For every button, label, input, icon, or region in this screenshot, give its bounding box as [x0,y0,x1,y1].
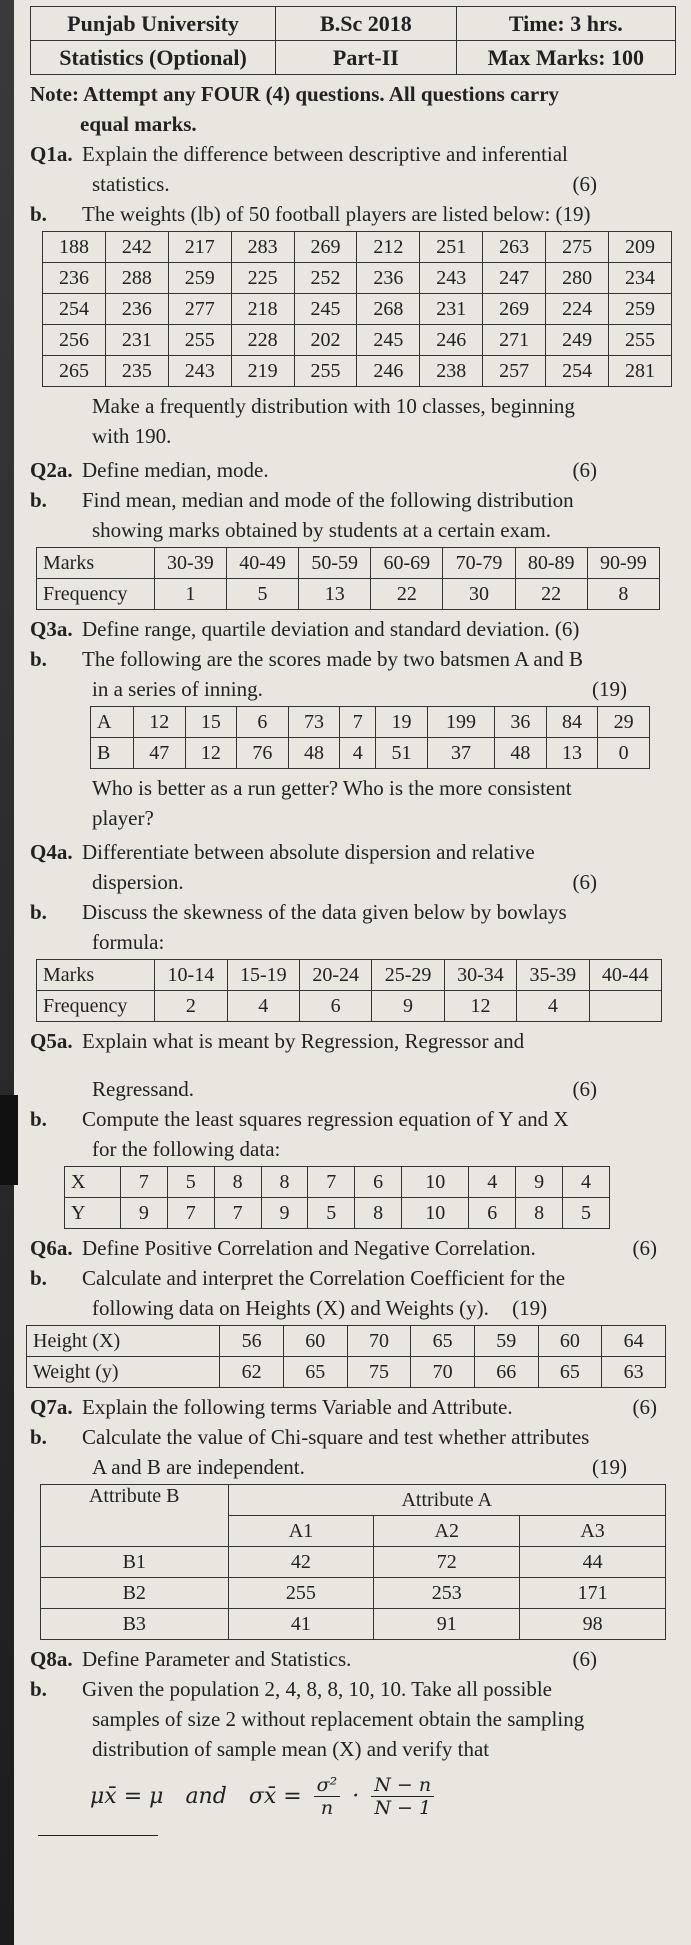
q5-row1-cell: 9 [516,1167,563,1198]
q1b-text-3: with 190. [92,424,172,448]
sampling-formula [90,1774,681,1819]
subject-name: Statistics (Optional) [31,41,276,75]
q4-row2-cell [589,991,661,1022]
q3-row1-cell: 12 [133,707,185,738]
weight-cell: 231 [105,325,168,356]
weight-cell: 277 [168,294,231,325]
q1b-weights-table [42,231,672,387]
table-row [43,356,672,387]
q5-row1-cell: 10 [402,1167,469,1198]
q5-row2-cell: 5 [308,1198,355,1229]
q5-row2-cell: 9 [261,1198,308,1229]
q5-row2-cell: 7 [214,1198,261,1229]
q5b [30,1104,681,1134]
weight-cell: 259 [609,294,672,325]
weight-cell: 231 [420,294,483,325]
q6-row1-cell: 59 [474,1326,538,1357]
q5a-label: Q5a. [30,1029,73,1053]
table-row [41,1547,666,1578]
q3-row1-cell: 6 [237,707,289,738]
q3-row1-cell: 36 [495,707,547,738]
q4a-label: Q4a. [30,840,73,864]
weight-cell: 234 [609,263,672,294]
q3-row2-cell: 12 [185,738,237,769]
q8b-text-2: samples of size 2 without replacement obtain the sampling [92,1707,585,1731]
q7b-cont [30,1452,681,1482]
weight-cell: 235 [105,356,168,387]
weight-cell: 252 [294,263,357,294]
q2-row2-cell: 5 [226,579,298,610]
weight-cell: 243 [168,356,231,387]
weight-cell: 269 [483,294,546,325]
q5-row1-cell: 8 [261,1167,308,1198]
weight-cell: 257 [483,356,546,387]
q2b-label: b. [30,488,47,512]
bottom-rule [38,1835,158,1836]
q4b-label: b. [30,900,47,924]
weight-cell: 268 [357,294,420,325]
q1b-text-2: Make a frequently distribution with 10 classes, beginning [92,394,575,418]
attribute-b-label: B3 [41,1609,229,1640]
weight-cell: 243 [420,263,483,294]
q3a [30,614,681,644]
q5-row2-cell: 10 [402,1198,469,1229]
q6b-height-weight-table [26,1325,666,1388]
q4-row1-cell: 20-24 [299,960,371,991]
q3b-text-2: in a series of inning. [92,677,263,701]
q1a-cont [30,169,681,199]
table-row [43,263,672,294]
q5-row2-cell: 8 [355,1198,402,1229]
table-row [43,294,672,325]
fraction-1-numerator: σ² [314,1774,341,1797]
attribute-b-label: B1 [41,1547,229,1578]
q6a [30,1233,681,1263]
frequency-cell: 41 [228,1609,374,1640]
q2b-text: Find mean, median and mode of the following distribution [82,488,574,512]
q3-row1-cell: 7 [340,707,376,738]
frequency-cell: 72 [374,1547,520,1578]
weight-cell: 238 [420,356,483,387]
weight-cell: 256 [43,325,106,356]
university-name: Punjab University [31,7,276,41]
frequency-cell: 42 [228,1547,374,1578]
q4b [30,897,681,927]
q2-row1-head: Marks [37,548,155,579]
fraction-2-denominator: N − 1 [374,1797,432,1819]
q7b-marks: (19) [592,1455,627,1479]
q2a-text: Define median, mode. [82,458,269,482]
q3b-text-4: player? [92,806,154,830]
q6-row2-head: Weight (y) [27,1357,220,1388]
q4a-text-2: dispersion. [92,870,184,894]
q2b-text-2: showing marks obtained by students at a certain exam. [92,518,551,542]
q5-row2-cell: 5 [563,1198,610,1229]
q7b [30,1422,681,1452]
q4-row2-cell: 2 [155,991,227,1022]
q6-row1-cell: 56 [220,1326,284,1357]
q1a-label: Q1a. [30,142,73,166]
q4-row1-cell: 35-39 [517,960,589,991]
weight-cell: 283 [231,232,294,263]
q6-row1-cell: 64 [602,1326,666,1357]
q2-row2-cell: 22 [515,579,587,610]
weight-cell: 269 [294,232,357,263]
q2-row2-cell: 30 [443,579,515,610]
paper-part: Part-II [276,41,457,75]
q8a-label: Q8a. [30,1647,73,1671]
q3-row2-cell: 0 [598,738,650,769]
q6-row1-cell: 60 [538,1326,602,1357]
frequency-cell: 44 [520,1547,666,1578]
q3-row1-cell: 199 [427,707,494,738]
q6-row1-head: Height (X) [27,1326,220,1357]
q2-row2-cell: 22 [371,579,443,610]
frequency-cell: 255 [228,1578,374,1609]
frequency-cell: 98 [520,1609,666,1640]
weight-cell: 254 [546,356,609,387]
q5-row2-cell: 7 [167,1198,214,1229]
q4b-text-2: formula: [92,930,165,954]
note-line-1: Note: Attempt any FOUR (4) questions. All questions carry [30,82,560,106]
q5b-label: b. [30,1107,47,1131]
q8b-text: Given the population 2, 4, 8, 8, 10, 10. Take all possible [82,1677,552,1701]
weight-cell: 236 [105,294,168,325]
weight-cell: 236 [43,263,106,294]
q3b [30,644,681,674]
weight-cell: 245 [357,325,420,356]
q4-row1-cell: 25-29 [372,960,444,991]
q3-row1-cell: 19 [376,707,428,738]
formula-dot: · [352,1784,360,1809]
q6a-marks: (6) [632,1236,657,1260]
q3-row1-cell: 84 [546,707,598,738]
q2-row2-cell: 8 [587,579,659,610]
q3b-marks: (19) [592,677,627,701]
weight-cell: 246 [357,356,420,387]
q2-row1-cell: 50-59 [299,548,371,579]
q6b-cont [30,1293,681,1323]
q3b-cont [30,674,681,704]
q5b-text-2: for the following data: [92,1137,281,1161]
q3-row2-cell: 4 [340,738,376,769]
q3-row2-cell: 48 [288,738,340,769]
fraction-finite-correction [371,1774,434,1819]
weight-cell: 255 [168,325,231,356]
q7a-marks: (6) [632,1395,657,1419]
q3a-text: Define range, quartile deviation and standard deviation. (6) [82,617,580,641]
q8b [30,1674,681,1704]
weight-cell: 249 [546,325,609,356]
weight-cell: 255 [609,325,672,356]
q6b-text-2: following data on Heights (X) and Weights (y). [92,1296,489,1320]
q3-row2-cell: 47 [133,738,185,769]
q1a [30,139,681,169]
formula-and: and [185,1784,227,1809]
weight-cell: 217 [168,232,231,263]
q5a-text: Explain what is meant by Regression, Regressor and [82,1029,525,1053]
q1b [30,199,681,229]
q3b-text-3: Who is better as a run getter? Who is the more consistent [92,776,572,800]
header-table [30,6,676,75]
q5a-text-2: Regressand. [92,1077,195,1101]
q4-row2-cell: 4 [227,991,299,1022]
q7b-attribute-table [40,1484,666,1640]
q5-row1-cell: 6 [355,1167,402,1198]
exam-time: Time: 3 hrs. [456,7,675,41]
max-marks: Max Marks: 100 [456,41,675,75]
attribute-a-col: A2 [374,1516,520,1547]
q5-row2-cell: 8 [516,1198,563,1229]
q3-row1-cell: 29 [598,707,650,738]
q2a-label: Q2a. [30,458,73,482]
q3-row2-cell: 51 [376,738,428,769]
q3-row1-cell: 15 [185,707,237,738]
weight-cell: 202 [294,325,357,356]
q6-row2-cell: 70 [411,1357,475,1388]
q3a-label: Q3a. [30,617,73,641]
q5-row2-head: Y [65,1198,121,1229]
q2-row2-cell: 1 [154,579,226,610]
frequency-cell: 253 [374,1578,520,1609]
q4-row2-cell: 6 [299,991,371,1022]
weight-cell: 236 [357,263,420,294]
q6-row2-cell: 65 [283,1357,347,1388]
q3-row1-cell: 73 [288,707,340,738]
q7a-text: Explain the following terms Variable and Attribute. [82,1395,513,1419]
q1a-text: Explain the difference between descriptive and inferential [82,142,568,166]
q2-row1-cell: 30-39 [154,548,226,579]
weight-cell: 224 [546,294,609,325]
weight-cell: 259 [168,263,231,294]
q7b-text-2: A and B are independent. [92,1455,305,1479]
q3-row2-cell: 48 [495,738,547,769]
weight-cell: 280 [546,263,609,294]
table-row [43,232,672,263]
q5a [30,1026,681,1056]
q5-row2-cell: 6 [469,1198,516,1229]
q3b-label: b. [30,647,47,671]
weight-cell: 246 [420,325,483,356]
q2-row2-cell: 13 [299,579,371,610]
q4-row1-head: Marks [37,960,155,991]
fraction-2-numerator: N − n [371,1774,434,1797]
q3b-scores-table [90,706,650,769]
q6b [30,1263,681,1293]
q5b-text: Compute the least squares regression equation of Y and X [82,1107,569,1131]
q1a-marks: (6) [572,172,597,196]
q6-row1-cell: 65 [411,1326,475,1357]
q3-row1-head: A [91,707,134,738]
weight-cell: 218 [231,294,294,325]
formula-mu-xbar: μx̄ = μ [90,1784,164,1809]
weight-cell: 188 [43,232,106,263]
weight-cell: 247 [483,263,546,294]
q6b-label: b. [30,1266,47,1290]
q5-row2-cell: 9 [120,1198,167,1229]
weight-cell: 271 [483,325,546,356]
table-row [43,325,672,356]
q7b-label: b. [30,1425,47,1449]
weight-cell: 251 [420,232,483,263]
q7a [30,1392,681,1422]
q8b-label: b. [30,1677,47,1701]
q4-row2-cell: 12 [444,991,516,1022]
q5-row1-cell: 5 [167,1167,214,1198]
q8a-text: Define Parameter and Statistics. [82,1647,352,1671]
q6-row2-cell: 63 [602,1357,666,1388]
table-row [41,1609,666,1640]
q3-row2-head: B [91,738,134,769]
q6a-label: Q6a. [30,1236,73,1260]
q4b-text: Discuss the skewness of the data given below by bowlays [82,900,567,924]
q3-row2-cell: 76 [237,738,289,769]
q4-row1-cell: 10-14 [155,960,227,991]
q5a-marks: (6) [572,1077,597,1101]
weight-cell: 288 [105,263,168,294]
q1a-text-2: statistics. [92,172,170,196]
formula-sigma-xbar: σx̄ = [248,1784,302,1809]
q4a-marks: (6) [572,870,597,894]
q6-row2-cell: 62 [220,1357,284,1388]
q5b-xy-table [64,1166,610,1229]
q6a-text: Define Positive Correlation and Negative Correlation. [82,1236,536,1260]
q2-row1-cell: 40-49 [226,548,298,579]
q3-row2-cell: 37 [427,738,494,769]
q7b-text: Calculate the value of Chi-square and test whether attributes [82,1425,590,1449]
weight-cell: 245 [294,294,357,325]
q7a-label: Q7a. [30,1395,73,1419]
q6b-text: Calculate and interpret the Correlation Coefficient for the [82,1266,566,1290]
weight-cell: 242 [105,232,168,263]
q4a-cont [30,867,681,897]
q6-row2-cell: 75 [347,1357,411,1388]
weight-cell: 219 [231,356,294,387]
q6b-marks: (19) [512,1296,548,1320]
weight-cell: 254 [43,294,106,325]
q4a [30,837,681,867]
q2-row1-cell: 60-69 [371,548,443,579]
q5-row1-cell: 7 [308,1167,355,1198]
q5-row1-cell: 4 [563,1167,610,1198]
q3b-text: The following are the scores made by two batsmen A and B [82,647,583,671]
frequency-cell: 91 [374,1609,520,1640]
weight-cell: 212 [357,232,420,263]
q5a-cont [30,1074,681,1104]
q2-row1-cell: 90-99 [587,548,659,579]
q2-row2-head: Frequency [37,579,155,610]
weight-cell: 228 [231,325,294,356]
attribute-a-head: Attribute A [228,1485,666,1516]
weight-cell: 275 [546,232,609,263]
q4a-text: Differentiate between absolute dispersion and relative [82,840,535,864]
q6-row1-cell: 60 [283,1326,347,1357]
q8a-marks: (6) [572,1647,597,1671]
attribute-b-label: B2 [41,1578,229,1609]
q2-row1-cell: 80-89 [515,548,587,579]
q6-row2-cell: 66 [474,1357,538,1388]
attribute-a-col: A3 [520,1516,666,1547]
fraction-1-denominator: n [320,1797,334,1819]
q4-row1-cell: 40-44 [589,960,661,991]
q3-row2-cell: 13 [546,738,598,769]
q8b-text-3: distribution of sample mean (X) and verify that [92,1737,490,1761]
q1b-label: b. [30,202,47,226]
fraction-sigma-over-n [314,1774,341,1819]
weight-cell: 281 [609,356,672,387]
q5-row1-cell: 4 [469,1167,516,1198]
q2b [30,485,681,515]
q6-row2-cell: 65 [538,1357,602,1388]
q4-row1-cell: 15-19 [227,960,299,991]
q4-row2-cell: 4 [517,991,589,1022]
q2a-marks: (6) [572,458,597,482]
frequency-cell: 171 [520,1578,666,1609]
weight-cell: 225 [231,263,294,294]
q4-row2-cell: 9 [372,991,444,1022]
q4b-marks-table [36,959,662,1022]
attribute-a-col: A1 [228,1516,374,1547]
q5-row1-cell: 7 [120,1167,167,1198]
q8a [30,1644,681,1674]
q5-row1-head: X [65,1167,121,1198]
weight-cell: 265 [43,356,106,387]
q5-row1-cell: 8 [214,1167,261,1198]
q6-row1-cell: 70 [347,1326,411,1357]
weight-cell: 255 [294,356,357,387]
q2b-marks-table [36,547,660,610]
q4-row1-cell: 30-34 [444,960,516,991]
q2a [30,455,681,485]
q1b-text: The weights (lb) of 50 football players are listed below: (19) [82,202,591,226]
q2-row1-cell: 70-79 [443,548,515,579]
table-row [41,1578,666,1609]
attribute-b-head: Attribute B [41,1485,229,1547]
weight-cell: 263 [483,232,546,263]
exam-year: B.Sc 2018 [276,7,457,41]
note-line-2: equal marks. [80,112,197,136]
q4-row2-head: Frequency [37,991,155,1022]
weight-cell: 209 [609,232,672,263]
